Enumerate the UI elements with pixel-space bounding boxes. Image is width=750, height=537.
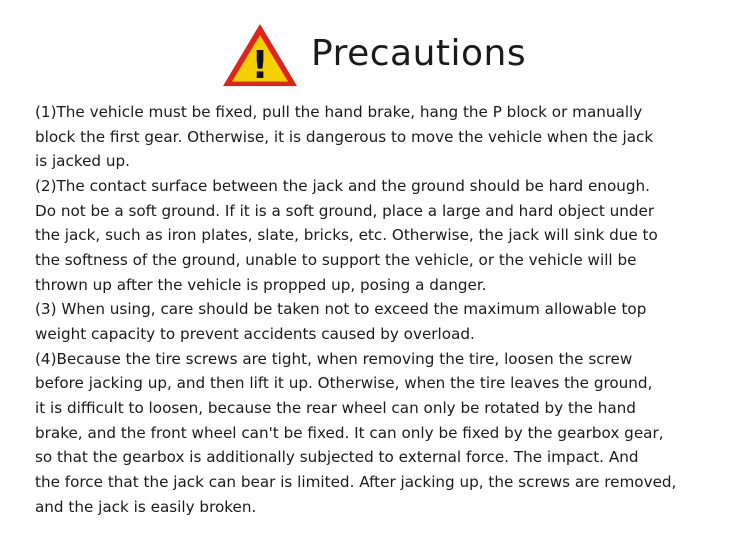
text-line: is jacked up. xyxy=(35,152,130,171)
text-line: the softness of the ground, unable to support the vehicle, or the vehicle will be xyxy=(35,250,637,269)
warning-icon xyxy=(220,20,300,90)
page-header xyxy=(0,14,750,94)
text-line: before jacking up, and then lift it up. Otherwise, when the tire leaves the ground, xyxy=(35,374,653,393)
text-line: (1)The vehicle must be fixed, pull the hand brake, hang the P block or manually xyxy=(35,103,643,121)
precautions-text xyxy=(35,100,735,519)
text-line: block the first gear. Otherwise, it is dangerous to move the vehicle when the jack xyxy=(35,127,654,146)
warning-mark: ! xyxy=(251,43,269,87)
text-line: weight capacity to prevent accidents caused by overload. xyxy=(35,324,475,343)
text-line: it is difficult to loosen, because the rear wheel can only be rotated by the hand xyxy=(35,398,636,417)
text-line: so that the gearbox is additionally subjected to external force. The impact. And xyxy=(35,448,639,467)
text-line: Do not be a soft ground. If it is a soft ground, place a large and hard object under xyxy=(35,201,655,220)
page-title: Precautions xyxy=(311,33,527,74)
text-line: (2)The contact surface between the jack and the ground should be hard enough. xyxy=(35,176,650,195)
text-line: thrown up after the vehicle is propped up, posing a danger. xyxy=(35,275,487,294)
text-line: the jack, such as iron plates, slate, bricks, etc. Otherwise, the jack will sink due to xyxy=(35,226,658,245)
text-line: and the jack is easily broken. xyxy=(35,497,257,516)
text-line: (4)Because the tire screws are tight, when removing the tire, loosen the screw xyxy=(35,349,633,368)
text-line: the force that the jack can bear is limited. After jacking up, the screws are removed, xyxy=(35,472,677,491)
text-line: brake, and the front wheel can't be fixed. It can only be fixed by the gearbox gear, xyxy=(35,423,664,442)
text-line: (3) When using, care should be taken not to exceed the maximum allowable top xyxy=(35,300,647,319)
